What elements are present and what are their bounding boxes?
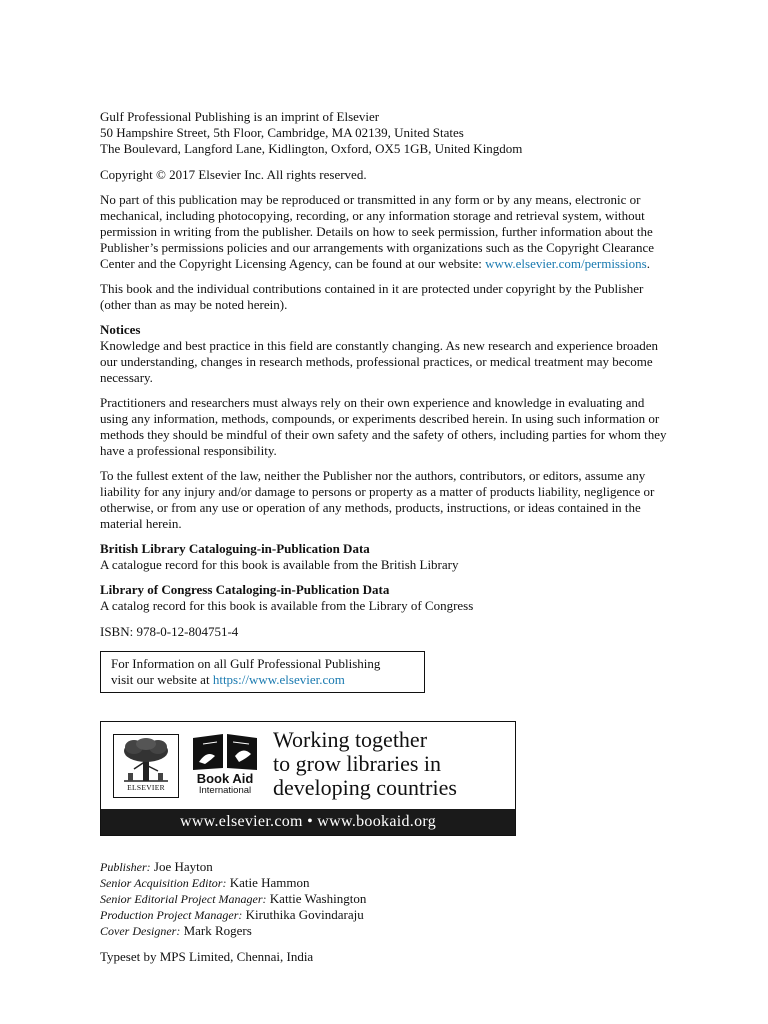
permissions-paragraph — [100, 192, 670, 272]
credit-name: Joe Hayton — [153, 859, 213, 874]
banner-tagline — [273, 728, 513, 800]
credit-line — [100, 875, 670, 891]
notices-paragraph-1: Knowledge and best practice in this field are constantly changing. As new research and experience broaden our understanding, changes in research methods, professional practices, or medical treatment may become necessary. — [100, 338, 659, 385]
credit-name: Katie Hammon — [229, 875, 310, 890]
british-library-heading: British Library Cataloguing-in-Publication Data — [100, 541, 370, 556]
open-book-hands-icon — [189, 732, 261, 772]
bookaid-logo — [189, 732, 261, 800]
book-aid-banner — [100, 721, 516, 836]
loc-text: A catalog record for this book is available from the Library of Congress — [100, 598, 474, 613]
bookaid-sublabel: International — [198, 785, 252, 796]
notices-heading: Notices — [100, 322, 141, 337]
credit-name: Mark Rogers — [183, 923, 252, 938]
info-box-line-1: For Information on all Gulf Professional Publishing — [111, 656, 381, 671]
protection-paragraph: This book and the individual contributions contained in it are protected under copyright by the Publisher (other than as may be noted herein). — [100, 281, 644, 312]
typeset-line: Typeset by MPS Limited, Chennai, India — [100, 949, 314, 964]
british-library-text: A catalogue record for this book is available from the British Library — [100, 557, 459, 572]
info-box-line-2 — [111, 672, 416, 688]
permissions-end: . — [646, 256, 650, 271]
credit-line — [100, 891, 670, 907]
info-box-prefix: visit our website at — [111, 672, 213, 687]
permissions-link[interactable]: www.elsevier.com/permissions — [485, 256, 647, 271]
credit-line — [100, 859, 670, 875]
elsevier-logo — [113, 734, 179, 798]
elsevier-website-link[interactable]: https://www.elsevier.com — [212, 672, 345, 687]
imprint-block — [100, 109, 670, 157]
address-us: 50 Hampshire Street, 5th Floor, Cambridge, MA 02139, United States — [100, 125, 464, 140]
banner-urls: www.elsevier.com • www.bookaid.org — [101, 809, 515, 835]
credit-name: Kattie Washington — [269, 891, 367, 906]
copyright-line: Copyright © 2017 Elsevier Inc. All rights reserved. — [100, 167, 367, 182]
notices-paragraph-3: To the fullest extent of the law, neither the Publisher nor the authors, contributors, or editors, assume any liability for any injury and/or damage to persons or property as a matter of products liability, negligence or otherwise, or from any use or operation of any methods, products, instructions, or ideas contained in the material herein. — [100, 468, 655, 531]
credit-line — [100, 923, 670, 939]
banner-top — [101, 722, 515, 809]
credit-role: Senior Editorial Project Manager: — [100, 892, 267, 906]
tagline-line-2: to grow libraries in — [273, 751, 442, 776]
page-content — [100, 109, 670, 965]
credit-role: Publisher: — [100, 860, 151, 874]
tagline-line-1: Working together — [273, 727, 428, 752]
tagline-line-3: developing countries — [273, 775, 457, 800]
credit-role: Production Project Manager: — [100, 908, 243, 922]
credit-role: Cover Designer: — [100, 924, 181, 938]
notices-paragraph-2: Practitioners and researchers must always rely on their own experience and knowledge in evaluating and using any information, methods, compounds, or experiments described herein. In using such information or methods they should be mindful of their own safety and the safety of others, including parties for whom they have a professional responsibility. — [100, 395, 667, 458]
permissions-text: No part of this publication may be reproduced or transmitted in any form or by any means, electronic or mechanical, including photocopying, recording, or any information storage and retrieval system, without permission in writing from the publisher. Details on how to seek permission, further information about the Publisher’s permissions policies and our arrangements with organizations such as the Copyright Clearance Center and the Copyright Licensing Agency, can be found at our website: — [100, 192, 655, 271]
isbn: ISBN: 978-0-12-804751-4 — [100, 624, 239, 639]
bookaid-label: Book Aid — [196, 771, 254, 786]
loc-heading: Library of Congress Cataloging-in-Publication Data — [100, 582, 390, 597]
credit-role: Senior Acquisition Editor: — [100, 876, 227, 890]
elsevier-tree-icon — [114, 735, 178, 785]
credit-name: Kiruthika Govindaraju — [245, 907, 364, 922]
elsevier-label: ELSEVIER — [127, 783, 165, 792]
info-box — [100, 651, 425, 693]
credit-line — [100, 907, 670, 923]
credits-block — [100, 859, 670, 939]
imprint-line: Gulf Professional Publishing is an imprint of Elsevier — [100, 109, 380, 124]
address-uk: The Boulevard, Langford Lane, Kidlington, Oxford, OX5 1GB, United Kingdom — [100, 141, 523, 156]
